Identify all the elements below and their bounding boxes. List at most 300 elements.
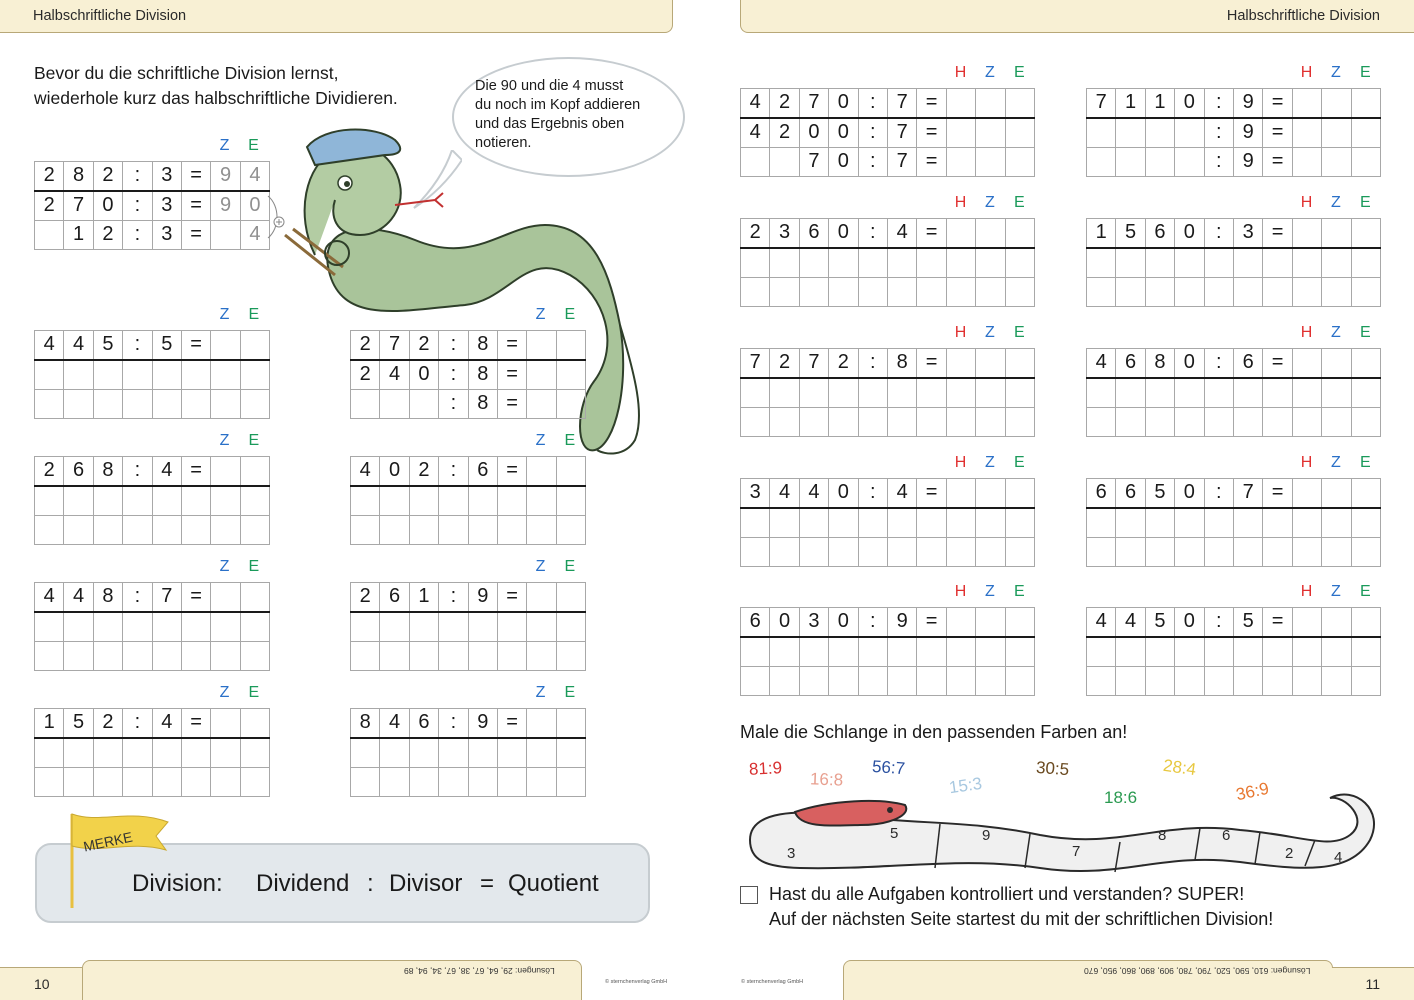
answer-cell[interactable] [211, 486, 240, 515]
right-solutions: Lösungen: 610, 590, 520, 790, 780, 909, 890, 860, 950, 670 [1084, 966, 1311, 976]
answer-cell[interactable] [1322, 378, 1351, 407]
answer-cell[interactable] [211, 360, 240, 389]
cell: 2 [351, 360, 380, 389]
exercise-grid [350, 330, 586, 419]
answer-cell[interactable] [946, 637, 975, 666]
answer-cell[interactable] [1351, 277, 1380, 306]
exercise-grid [350, 456, 586, 545]
answer-cell[interactable] [211, 738, 240, 767]
answer-cell[interactable] [211, 709, 240, 738]
cell [380, 389, 409, 418]
answer-cell[interactable] [556, 709, 585, 738]
exercise-grid [34, 582, 270, 671]
answer-cell[interactable] [1322, 508, 1351, 537]
answer-cell[interactable] [1005, 608, 1034, 637]
cell [409, 389, 438, 418]
answer-cell[interactable] [946, 219, 975, 248]
answer-cell[interactable] [1005, 637, 1034, 666]
answer-cell[interactable] [1322, 248, 1351, 277]
exercise-grid [1086, 348, 1381, 437]
cell [1204, 378, 1233, 407]
answer-cell[interactable] [527, 331, 556, 360]
answer-cell[interactable] [1292, 378, 1321, 407]
answer-cell[interactable] [527, 583, 556, 612]
cell [64, 612, 93, 641]
grid-row [1087, 608, 1381, 637]
answer-cell[interactable] [946, 378, 975, 407]
label-e: E [1359, 194, 1371, 211]
cell [1145, 248, 1174, 277]
cell [93, 486, 122, 515]
color-label: 36:9 [1234, 778, 1271, 805]
answer-cell[interactable] [1322, 608, 1351, 637]
answer-cell[interactable] [527, 389, 556, 418]
answer-cell[interactable] [1005, 277, 1034, 306]
cell: = [917, 349, 946, 378]
grid-row [741, 508, 1035, 537]
grid-row [35, 515, 270, 544]
answer-cell[interactable] [976, 537, 1005, 566]
answer-cell[interactable] [946, 147, 975, 176]
answer-cell[interactable] [1351, 248, 1380, 277]
answer-cell[interactable] [240, 767, 269, 796]
answer-cell[interactable] [556, 612, 585, 641]
answer-cell[interactable] [211, 515, 240, 544]
answer-cell[interactable] [976, 89, 1005, 118]
answer-cell[interactable] [1322, 277, 1351, 306]
label-z: Z [1331, 64, 1341, 81]
cell: 2 [35, 162, 64, 191]
answer-cell[interactable] [1292, 508, 1321, 537]
done-checkbox[interactable] [740, 886, 758, 904]
cell: = [497, 457, 526, 486]
answer-cell[interactable] [1292, 147, 1321, 176]
answer-cell[interactable] [946, 479, 975, 508]
cell [917, 537, 946, 566]
answer-cell[interactable] [1322, 89, 1351, 118]
cell [887, 537, 916, 566]
answer-cell: 9 [211, 162, 240, 191]
answer-cell[interactable] [1005, 248, 1034, 277]
label-e: E [564, 684, 576, 701]
answer-cell[interactable] [240, 457, 269, 486]
answer-cell[interactable] [1292, 248, 1321, 277]
cell [887, 637, 916, 666]
cell: 8 [351, 709, 380, 738]
answer-cell[interactable] [976, 608, 1005, 637]
answer-cell[interactable] [946, 277, 975, 306]
answer-cell[interactable] [556, 360, 585, 389]
answer-cell[interactable] [1351, 508, 1380, 537]
cell: : [1204, 89, 1233, 118]
answer-cell[interactable] [1351, 407, 1380, 436]
cell [181, 612, 210, 641]
cell [829, 537, 858, 566]
grid-row [35, 612, 270, 641]
cell: 9 [1233, 89, 1262, 118]
answer-cell[interactable] [527, 709, 556, 738]
answer-cell[interactable] [946, 349, 975, 378]
cell [497, 641, 526, 670]
answer-cell[interactable] [556, 515, 585, 544]
answer-cell[interactable] [556, 486, 585, 515]
answer-cell[interactable] [527, 641, 556, 670]
label-z: Z [219, 558, 230, 575]
label-z: Z [985, 194, 995, 211]
cell: 4 [380, 709, 409, 738]
cell: 4 [380, 360, 409, 389]
answer-cell[interactable] [1005, 219, 1034, 248]
snake-number: 7 [1072, 843, 1081, 860]
answer-cell[interactable] [240, 389, 269, 418]
exercise-grid [1086, 218, 1381, 307]
cell [64, 738, 93, 767]
answer-cell[interactable] [240, 641, 269, 670]
answer-cell[interactable] [946, 537, 975, 566]
cell: : [439, 709, 468, 738]
cell [1175, 147, 1204, 176]
answer-cell[interactable] [240, 360, 269, 389]
cell [1145, 277, 1174, 306]
cell: : [439, 331, 468, 360]
cell [858, 407, 887, 436]
cell [1263, 378, 1292, 407]
exercise-grid [1086, 607, 1381, 696]
answer-cell[interactable] [1322, 537, 1351, 566]
cell [1116, 378, 1145, 407]
answer-cell[interactable] [1005, 147, 1034, 176]
right-page-number: 11 [1332, 967, 1414, 1000]
cell [35, 738, 64, 767]
answer-cell[interactable] [1322, 147, 1351, 176]
grid-row [741, 666, 1035, 695]
cell: 6 [1116, 349, 1145, 378]
answer-cell[interactable] [1322, 666, 1351, 695]
cell: 8 [468, 360, 497, 389]
cell [770, 248, 799, 277]
answer-cell: 4 [240, 220, 269, 249]
answer-cell[interactable] [556, 389, 585, 418]
label-z: Z [219, 684, 230, 701]
answer-cell[interactable] [527, 515, 556, 544]
label-e: E [1013, 454, 1025, 471]
answer-cell[interactable] [976, 407, 1005, 436]
answer-cell[interactable] [946, 608, 975, 637]
grid-row [35, 486, 270, 515]
answer-cell[interactable] [1351, 537, 1380, 566]
answer-cell[interactable] [1322, 219, 1351, 248]
cell [35, 486, 64, 515]
answer-cell[interactable] [527, 457, 556, 486]
answer-cell[interactable] [1351, 479, 1380, 508]
label-h: H [954, 583, 967, 600]
cell: 2 [829, 349, 858, 378]
answer-cell[interactable] [1292, 118, 1321, 147]
answer-cell[interactable] [240, 331, 269, 360]
label-z: Z [985, 324, 995, 341]
grid-row [741, 407, 1035, 436]
cell [351, 486, 380, 515]
cell [1204, 407, 1233, 436]
answer-cell[interactable] [976, 349, 1005, 378]
answer-cell[interactable] [1351, 637, 1380, 666]
merke-quotient: Quotient [508, 870, 599, 897]
answer-cell[interactable] [946, 666, 975, 695]
answer-cell[interactable] [976, 118, 1005, 147]
label-z: Z [985, 454, 995, 471]
answer-cell[interactable] [1292, 537, 1321, 566]
answer-cell[interactable] [556, 331, 585, 360]
cell [439, 515, 468, 544]
answer-cell[interactable] [976, 508, 1005, 537]
cell: : [123, 191, 152, 220]
label-e: E [564, 558, 576, 575]
answer-cell[interactable] [946, 118, 975, 147]
cell: = [1263, 147, 1292, 176]
answer-cell[interactable] [527, 486, 556, 515]
cell [497, 738, 526, 767]
cell: = [181, 583, 210, 612]
answer-cell[interactable] [1005, 89, 1034, 118]
check-line: Auf der nächsten Seite startest du mit der schriftlichen Division! [769, 909, 1274, 929]
answer-cell[interactable] [1005, 537, 1034, 566]
cell [741, 666, 770, 695]
answer-cell[interactable] [240, 738, 269, 767]
answer-cell[interactable] [976, 637, 1005, 666]
cell: 6 [409, 709, 438, 738]
answer-cell[interactable] [976, 248, 1005, 277]
cell [1263, 508, 1292, 537]
answer-cell[interactable] [211, 389, 240, 418]
answer-cell[interactable] [527, 738, 556, 767]
grid-row [1087, 666, 1381, 695]
cell: 5 [152, 331, 181, 360]
grid-row [1087, 219, 1381, 248]
answer-cell[interactable] [1292, 637, 1321, 666]
answer-cell[interactable] [211, 457, 240, 486]
cell [468, 641, 497, 670]
cell: 9 [1233, 147, 1262, 176]
bubble-line: Die 90 und die 4 musst [475, 78, 624, 94]
answer-cell[interactable] [976, 479, 1005, 508]
answer-cell[interactable] [1292, 666, 1321, 695]
cell [93, 612, 122, 641]
cell: 4 [799, 479, 828, 508]
answer-cell[interactable] [976, 277, 1005, 306]
grid-row [741, 277, 1035, 306]
cell [1263, 407, 1292, 436]
cell: = [1263, 608, 1292, 637]
cell [152, 360, 181, 389]
cell: 0 [829, 479, 858, 508]
cell: 6 [64, 457, 93, 486]
cell [123, 767, 152, 796]
answer-cell[interactable] [211, 641, 240, 670]
answer-cell[interactable] [527, 360, 556, 389]
cell: : [123, 162, 152, 191]
label-h: H [1300, 194, 1313, 211]
cell [380, 767, 409, 796]
answer-cell[interactable] [946, 248, 975, 277]
answer-cell[interactable] [976, 378, 1005, 407]
cell [64, 360, 93, 389]
answer-cell[interactable] [1322, 637, 1351, 666]
cell: 3 [152, 162, 181, 191]
cell [917, 666, 946, 695]
exercise-grid [34, 708, 270, 797]
cell [799, 666, 828, 695]
cell [152, 389, 181, 418]
snake-number: 4 [1334, 849, 1343, 866]
cell [1175, 637, 1204, 666]
cell: 6 [1116, 479, 1145, 508]
cell: : [858, 219, 887, 248]
cell [858, 248, 887, 277]
grid-row [1087, 378, 1381, 407]
answer-cell[interactable] [1005, 508, 1034, 537]
cell [1263, 277, 1292, 306]
cell: 4 [64, 331, 93, 360]
answer-cell[interactable] [946, 89, 975, 118]
answer-cell[interactable] [1292, 407, 1321, 436]
answer-cell[interactable] [1292, 349, 1321, 378]
cell [1116, 666, 1145, 695]
answer-cell[interactable] [556, 738, 585, 767]
answer-cell[interactable] [1005, 378, 1034, 407]
grid-row [741, 349, 1035, 378]
cell [1087, 277, 1116, 306]
check-line: Hast du alle Aufgaben kontrolliert und verstanden? SUPER! [769, 884, 1245, 904]
answer-cell[interactable] [946, 407, 975, 436]
cell: 6 [1145, 219, 1174, 248]
answer-cell[interactable] [1351, 666, 1380, 695]
cell [1145, 378, 1174, 407]
cell [35, 612, 64, 641]
answer-cell[interactable] [976, 666, 1005, 695]
answer-cell[interactable] [976, 219, 1005, 248]
cell: 7 [64, 191, 93, 220]
answer-cell[interactable] [1351, 608, 1380, 637]
cell [123, 515, 152, 544]
cell [1145, 537, 1174, 566]
cell: 2 [741, 219, 770, 248]
answer-cell[interactable] [211, 767, 240, 796]
cell [1263, 666, 1292, 695]
cell: 8 [468, 389, 497, 418]
intro-text [34, 61, 398, 111]
answer-cell[interactable] [1292, 277, 1321, 306]
answer-cell[interactable] [556, 767, 585, 796]
answer-cell[interactable] [240, 486, 269, 515]
answer-cell[interactable] [556, 583, 585, 612]
answer-cell[interactable] [1292, 89, 1321, 118]
cell [858, 378, 887, 407]
answer-cell[interactable] [1351, 378, 1380, 407]
answer-cell[interactable] [1351, 147, 1380, 176]
answer-cell[interactable] [1351, 89, 1380, 118]
answer-cell[interactable] [1292, 219, 1321, 248]
cell [1087, 378, 1116, 407]
cell [770, 508, 799, 537]
grid-row [35, 331, 270, 360]
answer-cell[interactable] [1322, 118, 1351, 147]
grid-row [351, 738, 586, 767]
answer-cell[interactable] [211, 331, 240, 360]
cell: 0 [380, 457, 409, 486]
label-e: E [1013, 64, 1025, 81]
answer-cell[interactable] [1351, 349, 1380, 378]
answer-cell: 0 [240, 191, 269, 220]
cell [1116, 147, 1145, 176]
cell [35, 360, 64, 389]
answer-cell[interactable] [240, 515, 269, 544]
cell: 5 [1145, 479, 1174, 508]
cell [93, 360, 122, 389]
cell: 2 [35, 457, 64, 486]
cell [1175, 378, 1204, 407]
answer-cell[interactable] [976, 147, 1005, 176]
answer-cell[interactable] [240, 709, 269, 738]
exercise-grid [740, 218, 1035, 307]
answer-cell[interactable] [1005, 407, 1034, 436]
answer-cell[interactable] [1351, 118, 1380, 147]
coloring-snake [740, 780, 1385, 880]
cell: = [497, 583, 526, 612]
answer-cell[interactable] [1322, 407, 1351, 436]
right-header-title: Halbschriftliche Division [1226, 8, 1380, 24]
cell [858, 666, 887, 695]
answer-cell[interactable] [1005, 479, 1034, 508]
color-label: 18:6 [1104, 788, 1138, 807]
cell [1175, 407, 1204, 436]
cell [35, 767, 64, 796]
cell: 6 [380, 583, 409, 612]
exercise-grid [1086, 478, 1381, 567]
bubble-line: du noch im Kopf addieren [475, 97, 641, 113]
answer-cell[interactable] [1322, 349, 1351, 378]
answer-cell[interactable] [556, 457, 585, 486]
answer-cell[interactable] [1005, 349, 1034, 378]
answer-cell[interactable] [1005, 666, 1034, 695]
answer-cell[interactable] [240, 583, 269, 612]
answer-cell[interactable] [240, 612, 269, 641]
cell: : [1204, 147, 1233, 176]
cell: 3 [1233, 219, 1262, 248]
cell: 4 [64, 583, 93, 612]
grid-row [35, 767, 270, 796]
label-e: E [1359, 583, 1371, 600]
cell [799, 407, 828, 436]
cell [1175, 508, 1204, 537]
answer-cell[interactable] [1292, 608, 1321, 637]
answer-cell[interactable] [527, 612, 556, 641]
cell: : [1204, 118, 1233, 147]
answer-cell[interactable] [211, 583, 240, 612]
color-label: 81:9 [748, 758, 783, 779]
answer-cell [211, 220, 240, 249]
answer-cell[interactable] [556, 641, 585, 670]
answer-cell[interactable] [1322, 479, 1351, 508]
answer-cell[interactable] [946, 508, 975, 537]
cell: = [917, 219, 946, 248]
answer-cell[interactable] [527, 767, 556, 796]
answer-cell[interactable] [211, 612, 240, 641]
cell [1204, 666, 1233, 695]
cell: : [439, 457, 468, 486]
answer-cell[interactable] [1005, 118, 1034, 147]
answer-cell[interactable] [1292, 479, 1321, 508]
answer-cell[interactable] [1351, 219, 1380, 248]
